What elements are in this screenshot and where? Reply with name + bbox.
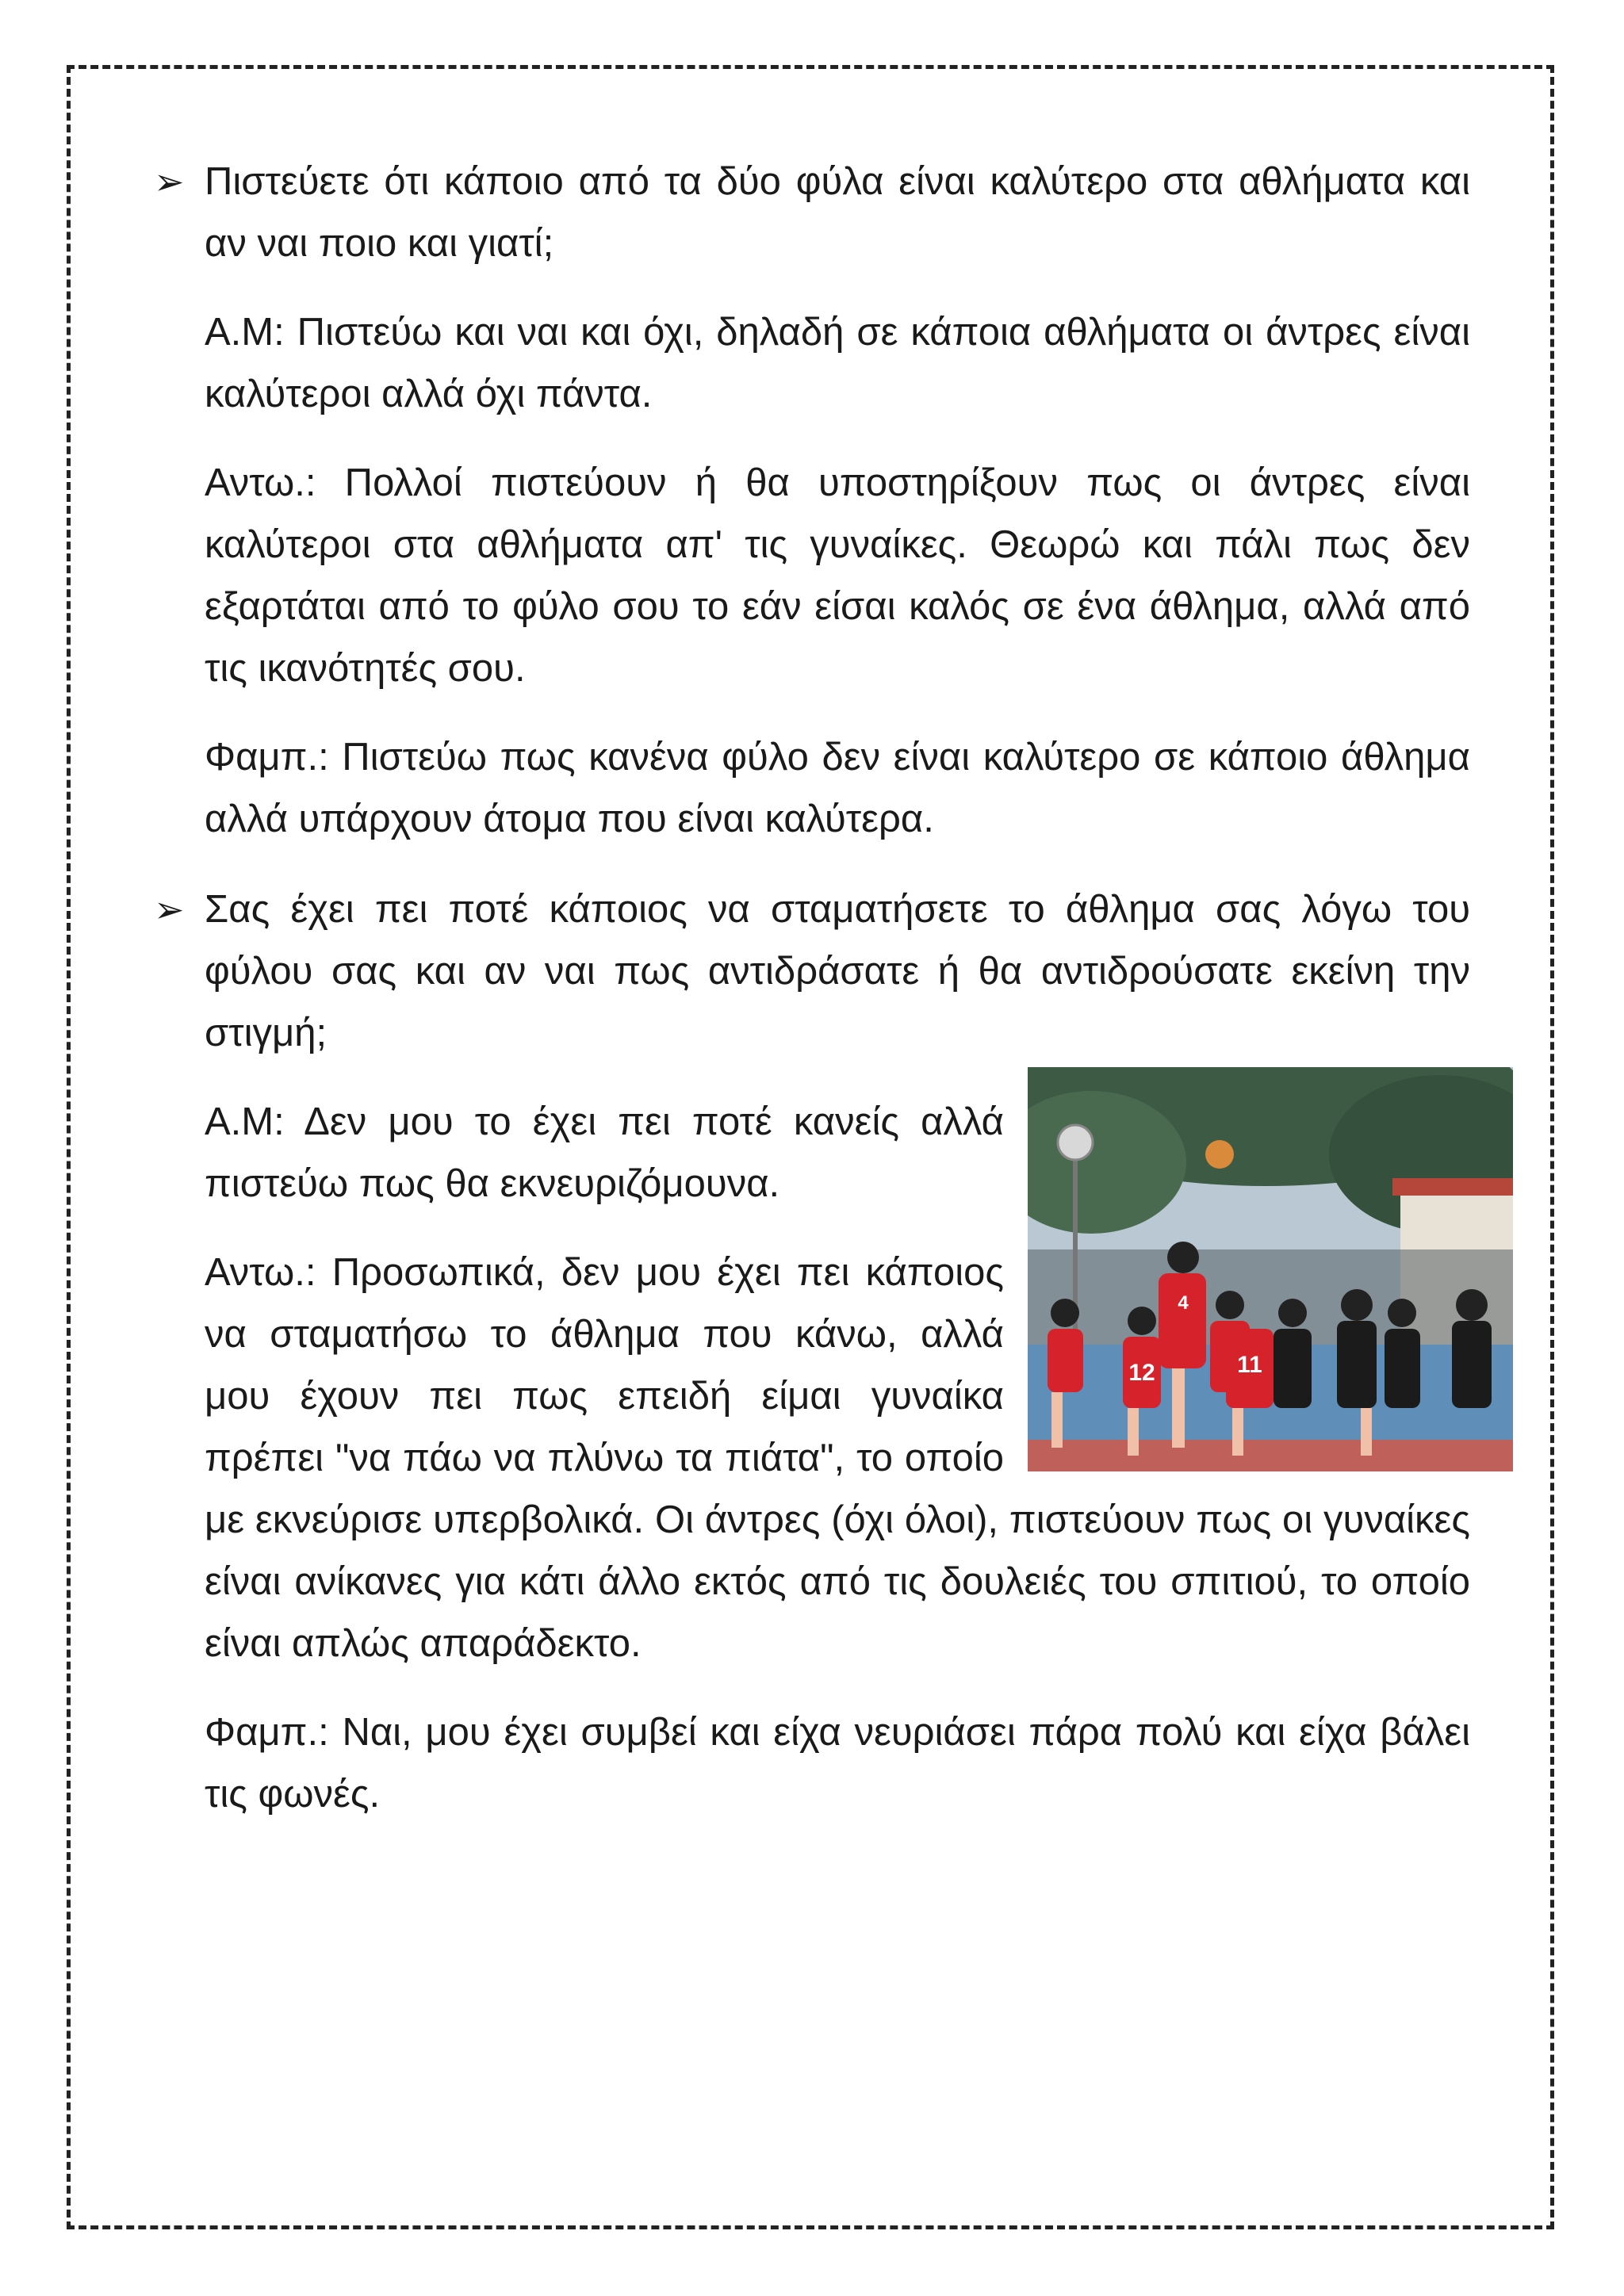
basketball-game-photo [1028,1067,1513,1471]
answer-famp-2: Φαμπ.: Ναι, μου έχει συμβεί και είχα νευριάσει πάρα πολύ και είχα βάλει τις φωνές. [205,1711,1470,1816]
answer-antw-2: Αντω.: Προσωπικά, δεν μου έχει πει κάποιος να σταματήσω το άθλημα που κάνω, αλλά μου έχουν πει πως επειδή είμαι γυναίκα πρέπει "να πάω να πλύνω τα πιάτα", το οποίο με εκνεύρισε υπερβολικά. Οι άντρες (όχι όλοι), πιστεύουν πως οι γυναίκες είναι ανίκανες για κάτι άλλο εκτός από τις δουλειές του σπιτιού, το οποίο είναι απλώς απαράδεκτο. [205,1251,1470,1665]
jersey-number: 12 [1128,1360,1155,1386]
document-body [154,151,1470,1825]
question-1-text: Πιστεύετε ότι κάποιο από τα δύο φύλα είναι καλύτερο στα αθλήματα και αν ναι ποιο και γιατί; [205,160,1470,265]
question-1 [154,151,1470,274]
answer-antw-1: Αντω.: Πολλοί πιστεύουν ή θα υποστηρίξουν πως οι άντρες είναι καλύτεροι στα αθλήματα απ' τις γυναίκες. Θεωρώ και πάλι πως δεν εξαρτάται από το φύλο σου το εάν είσαι καλός σε ένα άθλημα, αλλά από τις ικανότητές σου. [205,461,1470,690]
question-2-text: Σας έχει πει ποτέ κάποιος να σταματήσετε το άθλημα σας λόγω του φύλου σας και αν ναι πως αντιδράσατε ή θα αντιδρούσατε εκείνη την στιγμή; [205,888,1470,1054]
jersey-number: 11 [1237,1352,1262,1378]
answer-am-1: Α.Μ: Πιστεύω και ναι και όχι, δηλαδή σε κάποια αθλήματα οι άντρες είναι καλύτεροι αλλά όχι πάντα. [205,311,1470,415]
answer-famp-1: Φαμπ.: Πιστεύω πως κανένα φύλο δεν είναι καλύτερο σε κάποιο άθλημα αλλά υπάρχουν άτομα που είναι καλύτερα. [205,736,1470,840]
jersey-number: 4 [1178,1292,1189,1314]
arrow-bullet-icon: ➢ [154,161,185,202]
question-2 [154,878,1470,1064]
answer-am-2: Α.Μ: Δεν μου το έχει πει ποτέ κανείς αλλά πιστεύω πως θα εκνευριζόμουνα. [205,1100,1004,1205]
arrow-bullet-icon: ➢ [154,889,185,930]
basketball-photo-icon [1028,1067,1513,1471]
